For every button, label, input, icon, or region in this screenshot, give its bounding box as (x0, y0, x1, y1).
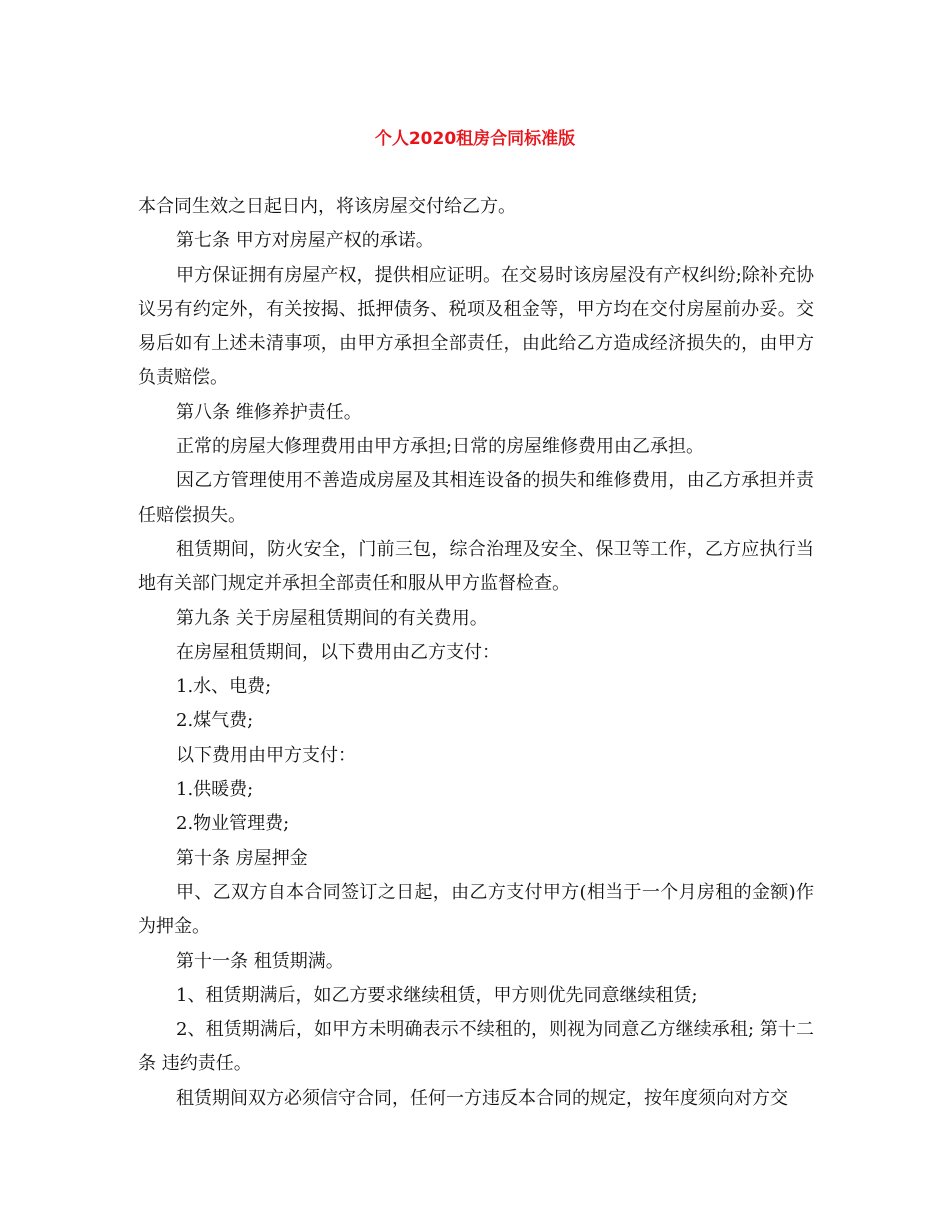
document-title: 个人2020租房合同标准版 (374, 129, 576, 149)
paragraph: 因乙方管理使用不善造成房屋及其相连设备的损失和维修费用，由乙方承担并责任赔偿损失。 (138, 470, 814, 526)
list-item: 1.水、电费; (176, 676, 272, 698)
list-item: 2、租赁期满后，如甲方未明确表示不续租的，则视为同意乙方继续承租; 第十二条 违约责任。 (138, 1019, 814, 1075)
article-heading: 第七条 甲方对房屋产权的承诺。 (176, 230, 434, 252)
paragraph: 在房屋租赁期间，以下费用由乙方支付： (176, 641, 500, 663)
paragraph: 甲方保证拥有房屋产权，提供相应证明。在交易时该房屋没有产权纠纷;除补充协议另有约定外，有关按揭、抵押债务、税项及租金等，甲方均在交付房屋前办妥。交易后如有上述未清事项，由甲方承担全部责任，由此给乙方造成经济损失的，由甲方负责赔偿。 (138, 264, 814, 389)
paragraph: 正常的房屋大修理费用由甲方承担;日常的房屋维修费用由乙承担。 (176, 436, 705, 458)
paragraph: 本合同生效之日起日内，将该房屋交付给乙方。 (138, 196, 516, 217)
list-item: 2.煤气费; (176, 710, 254, 732)
paragraph: 租赁期间双方必须信守合同，任何一方违反本合同的规定，按年度须向对方交 (176, 1087, 788, 1109)
article-heading: 第九条 关于房屋租赁期间的有关费用。 (176, 607, 488, 629)
list-item: 2.物业管理费; (176, 813, 290, 835)
paragraph: 甲、乙双方自本合同签订之日起，由乙方支付甲方(相当于一个月房租的金额)作为押金。 (138, 881, 814, 938)
paragraph: 租赁期间，防火安全，门前三包，综合治理及安全、保卫等工作，乙方应执行当地有关部门规定并承担全部责任和服从甲方监督检查。 (138, 538, 814, 595)
paragraph: 以下费用由甲方支付： (176, 744, 356, 766)
list-item: 1.供暖费; (176, 779, 254, 801)
article-heading: 第十条 房屋押金 (176, 847, 308, 869)
document-body (138, 190, 814, 1116)
article-heading: 第八条 维修养护责任。 (176, 401, 362, 423)
list-item: 1、租赁期满后，如乙方要求继续租赁，甲方则优先同意继续租赁; (176, 984, 698, 1006)
article-heading: 第十一条 租赁期满。 (176, 950, 344, 972)
